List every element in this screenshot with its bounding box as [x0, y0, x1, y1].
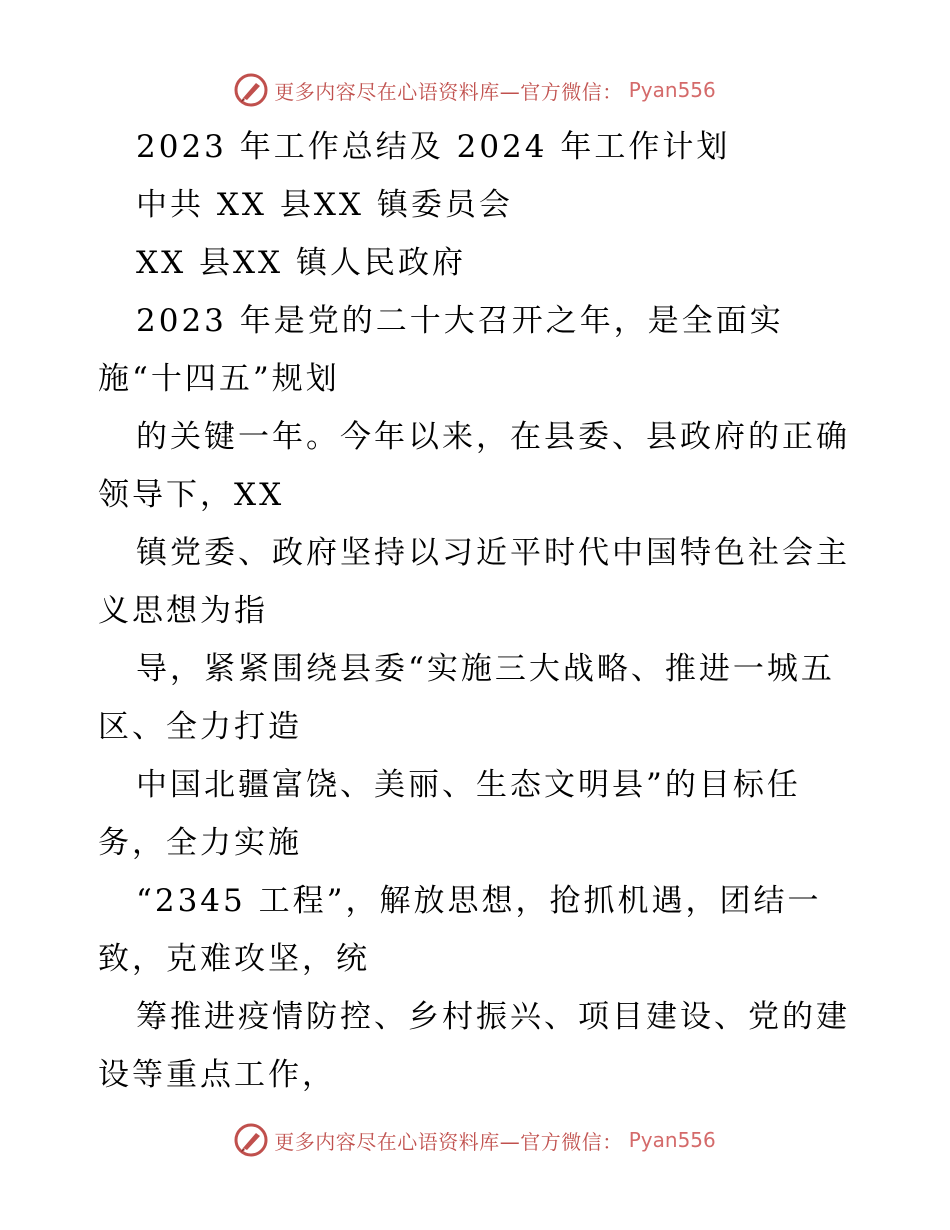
text-line: “2345 工程”，解放思想，抢抓机遇，团结一	[136, 883, 822, 919]
text-line: 2023 年是党的二十大召开之年，是全面实	[136, 303, 784, 339]
watermark-text: 更多内容尽在心语资料库—官方微信：	[274, 79, 623, 104]
text-line: 设等重点工作，	[98, 1057, 336, 1093]
pen-logo-icon	[234, 1123, 268, 1157]
text-line: 中国北疆富饶、美丽、生态文明县”的目标任	[136, 767, 801, 803]
watermark-text: 更多内容尽在心语资料库—官方微信：	[274, 1129, 623, 1154]
text-line: 义思想为指	[98, 593, 268, 629]
document-body	[98, 118, 858, 1104]
text-line: 镇党委、政府坚持以习近平时代中国特色社会主	[136, 535, 850, 571]
watermark-footer	[0, 1120, 950, 1160]
text-line: 施“十四五”规划	[98, 361, 340, 397]
text-line: 导，紧紧围绕县委“实施三大战略、推进一城五	[136, 651, 835, 687]
text-line: 筹推进疫情防控、乡村振兴、项目建设、党的建	[136, 999, 850, 1035]
text-line: 领导下，XX	[98, 477, 285, 513]
text-line: 的关键一年。今年以来，在县委、县政府的正确	[136, 419, 850, 455]
watermark-id: Pyan556	[628, 1128, 716, 1152]
text-line: XX 县XX 镇人民政府	[136, 245, 466, 281]
text-line: 务，全力实施	[98, 825, 302, 861]
watermark-id: Pyan556	[628, 78, 716, 102]
text-line: 中共 XX 县XX 镇委员会	[136, 187, 513, 223]
text-line: 2023 年工作总结及 2024 年工作计划	[136, 129, 731, 165]
text-line: 区、全力打造	[98, 709, 302, 745]
text-line: 致，克难攻坚，统	[98, 941, 370, 977]
pen-logo-icon	[234, 73, 268, 107]
watermark-header	[0, 70, 950, 110]
